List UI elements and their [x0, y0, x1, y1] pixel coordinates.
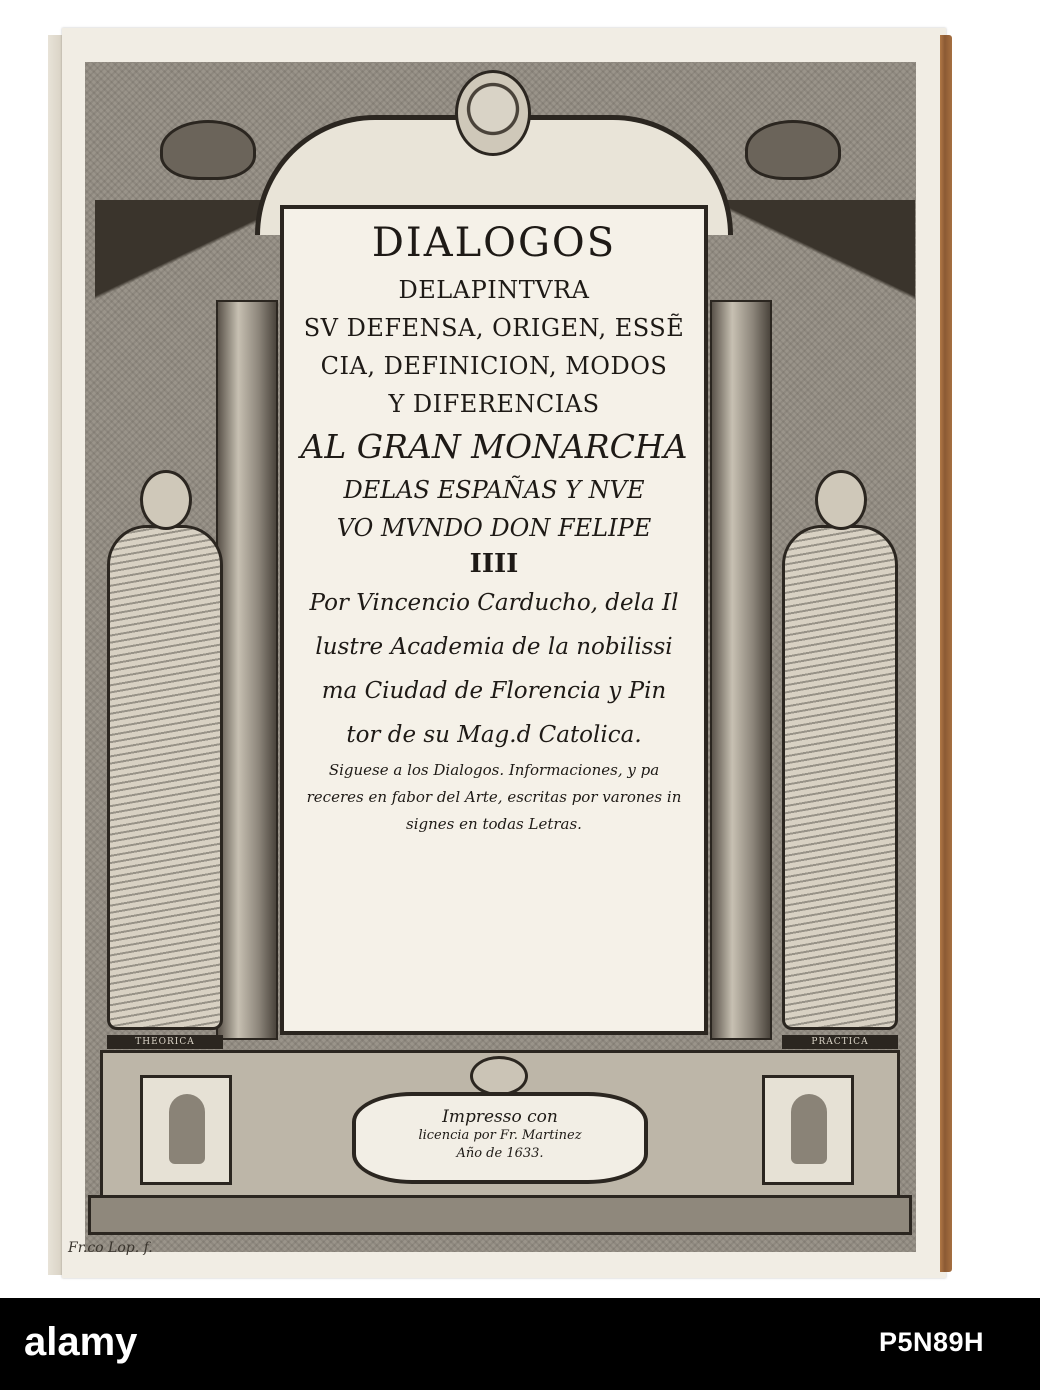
title-line: DIALOGOS: [371, 220, 617, 266]
title-line: SV DEFENSA, ORIGEN, ESSẼ: [303, 314, 685, 342]
figure-head: [140, 470, 192, 530]
pedestal-panel-left: [140, 1075, 232, 1185]
author-line: lustre Academia de la nobilissi: [315, 634, 673, 660]
title-line: Y DIFERENCIAS: [388, 390, 600, 418]
column-right: [710, 300, 772, 1040]
urn-left-icon: [160, 120, 256, 180]
dedication-line: IIII: [469, 549, 519, 579]
alamy-logo: alamy: [24, 1320, 138, 1364]
imprint-line: licencia por Fr. Martinez: [418, 1128, 582, 1143]
dedication-line: AL GRAN MONARCHA: [300, 427, 688, 466]
author-line: ma Ciudad de Florencia y Pin: [321, 678, 667, 704]
figure-drapery: [107, 525, 223, 1030]
mask-ornament-icon: [455, 70, 531, 156]
dedication-line: VO MVNDO DON FELIPE: [336, 514, 652, 542]
plinth-label-left: THEORICA: [107, 1035, 223, 1049]
urn-right-icon: [745, 120, 841, 180]
title-text: [290, 215, 698, 838]
allegorical-figure-practice: [770, 470, 910, 1030]
figure-drapery: [782, 525, 898, 1030]
imprint-line: Impresso con: [442, 1107, 558, 1127]
title-line: DELAPINTVRA: [398, 276, 590, 304]
panel-figure-icon: [169, 1094, 205, 1164]
stock-image-id: P5N89H: [878, 1327, 984, 1357]
allegorical-figure-theory: [95, 470, 235, 1030]
subtitle-line: receres en fabor del Arte, escritas por varones in: [306, 788, 682, 806]
plinth-label-right: PRACTICA: [782, 1035, 898, 1049]
pedestal-panel-right: [762, 1075, 854, 1185]
author-line: Por Vincencio Carducho, dela Il: [309, 590, 679, 616]
dedication-line: DELAS ESPAÑAS Y NVE: [343, 476, 645, 504]
book-cover-edge: [940, 35, 952, 1272]
author-line: tor de su Mag.d Catolica.: [346, 722, 642, 748]
pedestal-step: [88, 1195, 912, 1235]
engraver-signature: Fr.co Lop. f.: [68, 1240, 153, 1256]
imprint-line: Año de 1633.: [456, 1146, 544, 1161]
figure-head: [815, 470, 867, 530]
title-line: CIA, DEFINICION, MODOS: [320, 352, 668, 380]
subtitle-line: signes en todas Letras.: [406, 815, 582, 833]
cherub-head-icon: [470, 1056, 528, 1096]
imprint-text: [360, 1107, 640, 1163]
pediment-right: [705, 200, 915, 300]
subtitle-line: Siguese a los Dialogos. Informaciones, y pa: [328, 761, 660, 779]
panel-figure-icon: [791, 1094, 827, 1164]
